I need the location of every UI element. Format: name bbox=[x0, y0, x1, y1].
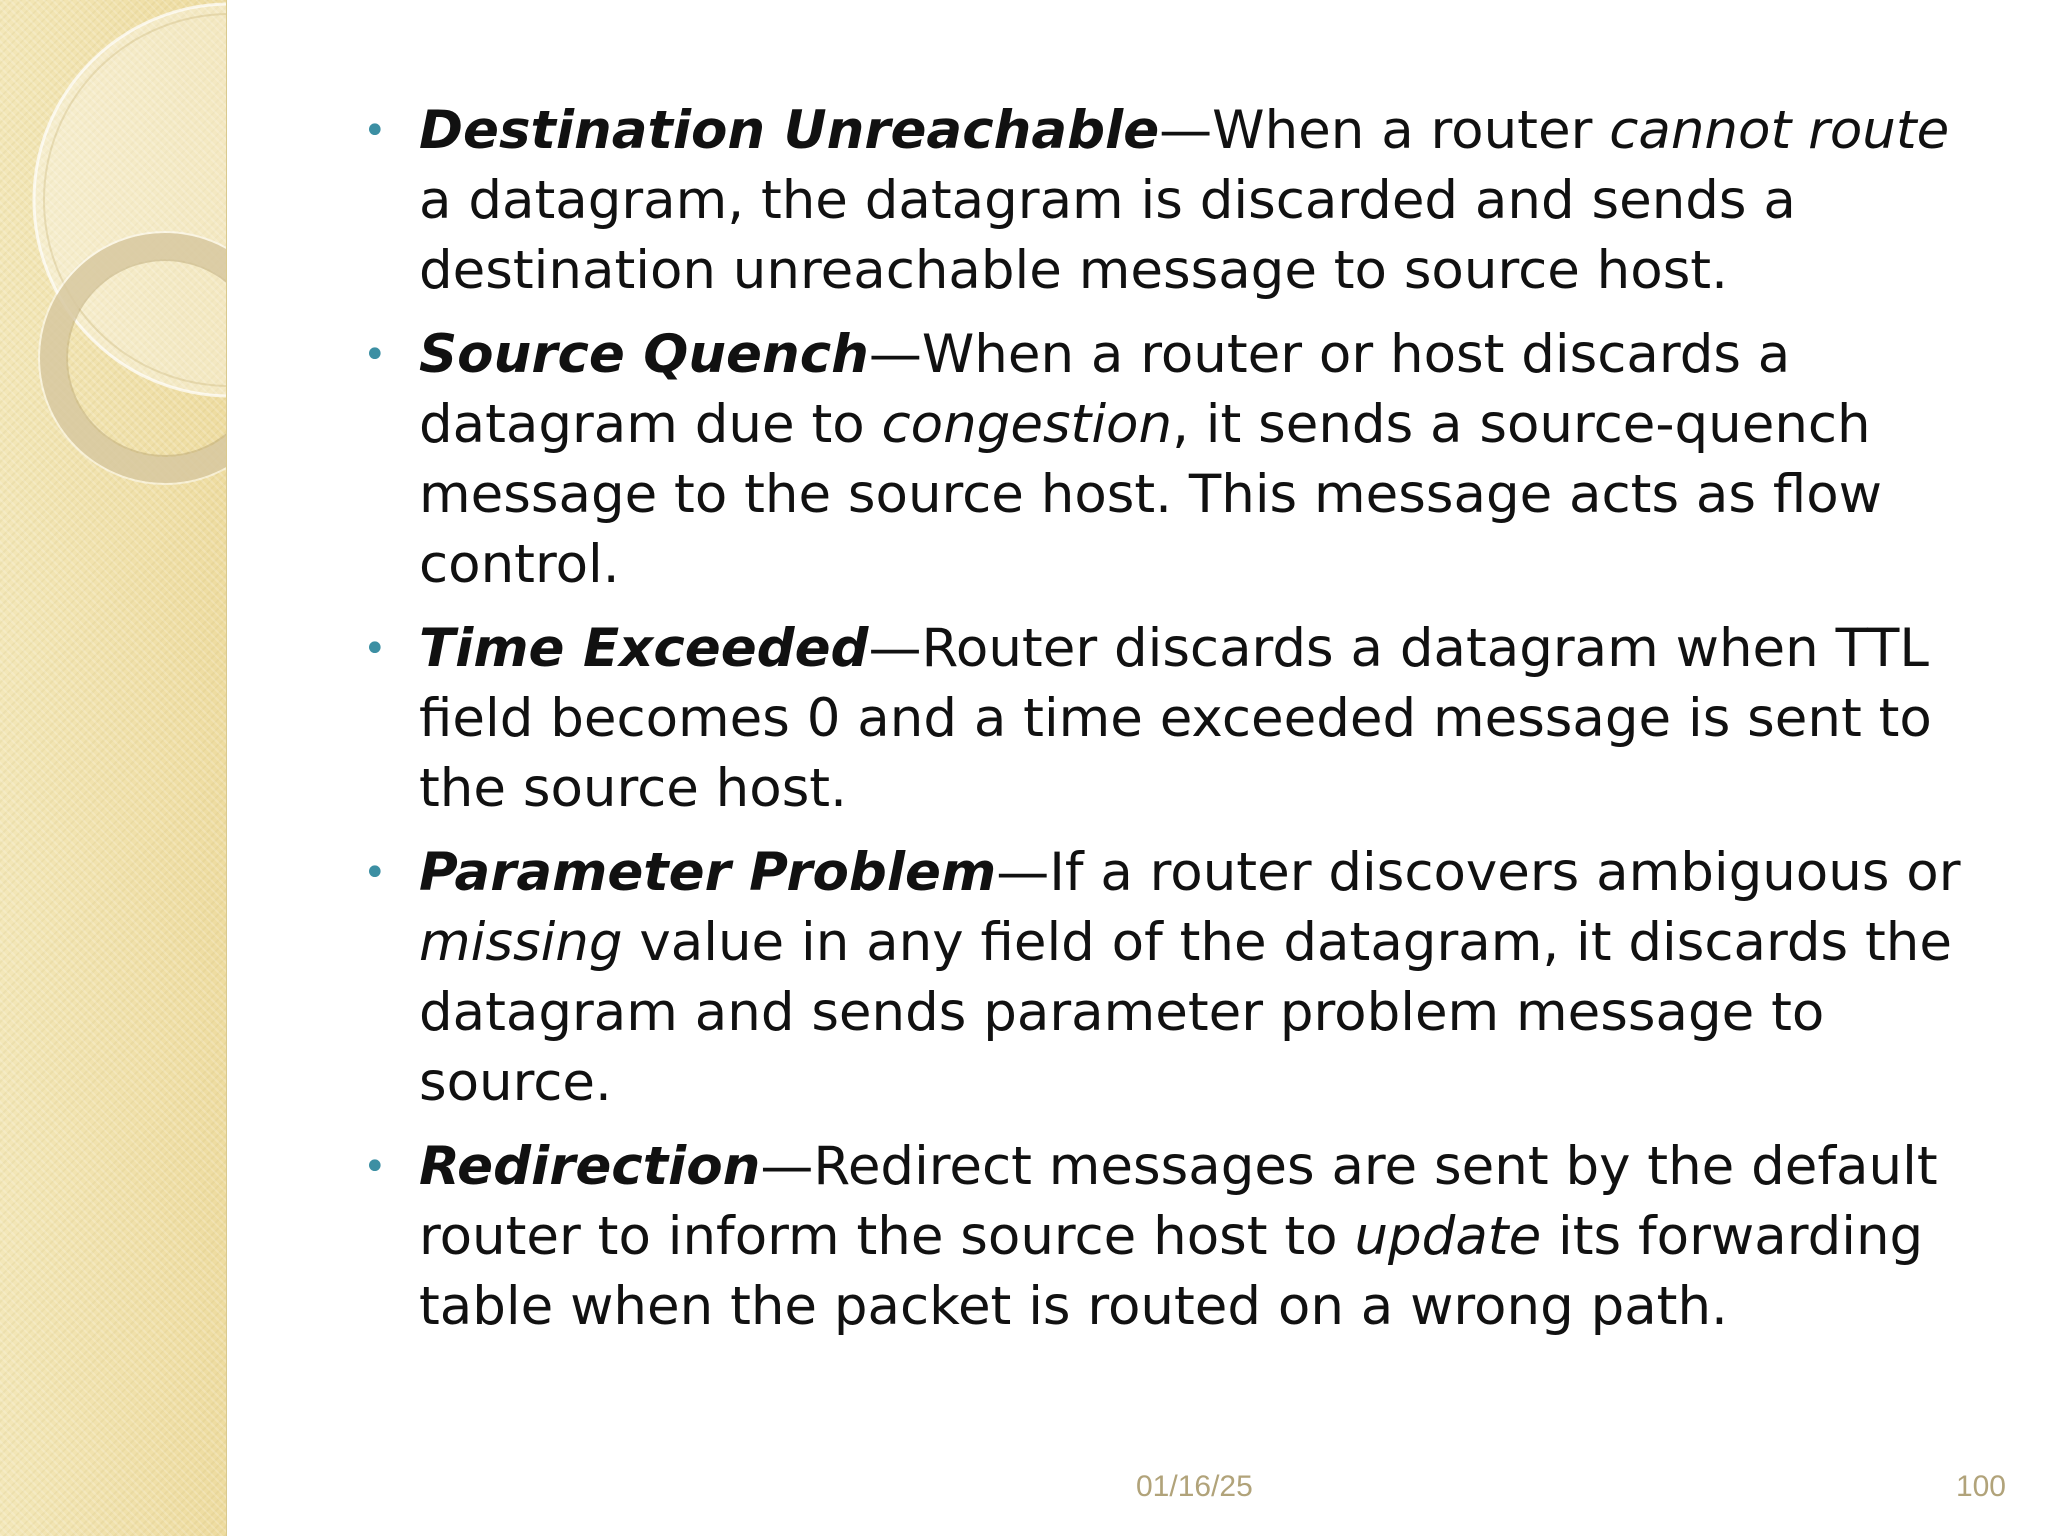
bullet-text: Redirect messages are sent by the default router to inform the source host to bbox=[419, 1136, 1938, 1267]
bullet-item-source-quench bbox=[355, 320, 1975, 600]
bullet-emphasis: congestion bbox=[881, 394, 1173, 455]
bullet-term: Destination Unreachable bbox=[419, 100, 1160, 161]
bullet-text-continued: value in any field of the datagram, it discards the datagram and sends parameter problem message to source. bbox=[419, 912, 1952, 1113]
bullet-text-continued: its forwarding table when the packet is routed on a wrong path. bbox=[419, 1206, 1924, 1337]
bullet-emphasis: update bbox=[1354, 1206, 1542, 1267]
bullet-dash: — bbox=[760, 1136, 814, 1197]
bullet-text: When a router or host discards a datagram due to bbox=[419, 324, 1791, 455]
bullet-item-time-exceeded bbox=[355, 614, 1975, 824]
bullet-term: Redirection bbox=[419, 1136, 761, 1197]
bullet-text: Router discards a datagram when TTL field becomes 0 and a time exceeded message is sent to the source host. bbox=[419, 618, 1932, 819]
bullet-text-continued: , it sends a source-quench message to the source host. This message acts as flow control. bbox=[419, 394, 1883, 595]
bullet-list bbox=[355, 96, 1975, 1342]
bullet-dash: — bbox=[1159, 100, 1213, 161]
bullet-item-parameter-problem bbox=[355, 838, 1975, 1118]
bullet-emphasis: cannot route bbox=[1609, 100, 1950, 161]
decorative-circles-graphic bbox=[0, 0, 226, 520]
bullet-text: If a router discovers ambiguous or bbox=[1049, 842, 1961, 903]
bullet-dash: — bbox=[996, 842, 1050, 903]
footer-date: 01/16/25 bbox=[1136, 1470, 1253, 1503]
slide-body bbox=[355, 96, 1975, 1356]
bullet-term: Time Exceeded bbox=[419, 618, 869, 679]
bullet-dash: — bbox=[868, 618, 922, 679]
bullet-dot-icon: • bbox=[363, 1144, 387, 1190]
decorative-sidebar bbox=[0, 0, 227, 1536]
bullet-text-continued: a datagram, the datagram is discarded and sends a destination unreachable message to source host. bbox=[419, 170, 1796, 301]
bullet-dot-icon: • bbox=[363, 850, 387, 896]
bullet-term: Parameter Problem bbox=[419, 842, 997, 903]
footer-page-number: 100 bbox=[1955, 1470, 2006, 1503]
bullet-item-redirection bbox=[355, 1132, 1975, 1342]
bullet-dot-icon: • bbox=[363, 626, 387, 672]
bullet-item-destination-unreachable bbox=[355, 96, 1975, 306]
bullet-term: Source Quench bbox=[419, 324, 869, 385]
bullet-dash: — bbox=[868, 324, 922, 385]
bullet-emphasis: missing bbox=[419, 912, 623, 973]
bullet-dot-icon: • bbox=[363, 332, 387, 378]
bullet-text: When a router bbox=[1212, 100, 1610, 161]
bullet-dot-icon: • bbox=[363, 108, 387, 154]
